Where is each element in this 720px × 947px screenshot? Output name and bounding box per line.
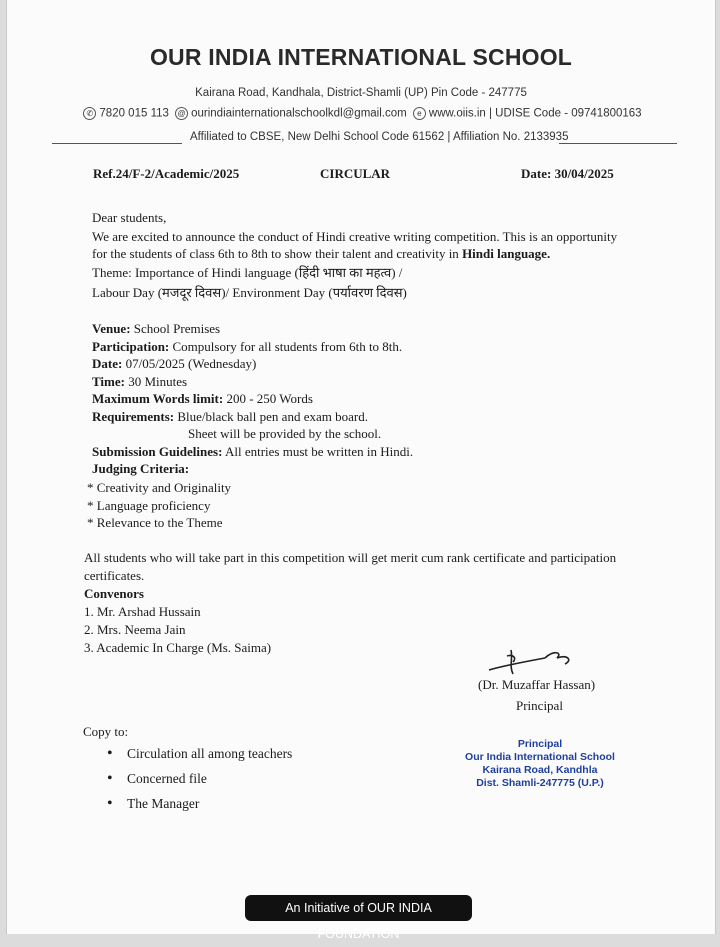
web-icon: e xyxy=(413,107,426,120)
email-address: ourindiainternationalschoolkdl@gmail.com xyxy=(191,107,407,120)
intro-line-1: We are excited to announce the conduct of Hindi creative writing competition. This is an opportunity xyxy=(92,229,618,244)
detail-time: Time: 30 Minutes xyxy=(92,373,188,389)
closing-line-2: certificates. xyxy=(84,568,145,583)
principal-signature xyxy=(483,644,583,678)
copy-to-list xyxy=(107,746,292,821)
detail-requirements: Requirements: Blue/black ball pen and exam board. xyxy=(92,408,368,424)
criteria-item: * Relevance to the Theme xyxy=(87,515,223,530)
reference-number: Ref.24/F-2/Academic/2025 xyxy=(93,166,240,181)
convenors-title: Convenors xyxy=(84,586,144,601)
affiliation-line: Affiliated to CBSE, New Delhi School Code 61562 | Affiliation No. 2133935 xyxy=(190,131,569,143)
theme-line-2: Labour Day (मजदूर दिवस)/ Environment Day (पर्यावरण दिवस) xyxy=(92,285,407,300)
detail-submission: Submission Guidelines: All entries must be written in Hindi. xyxy=(92,443,414,459)
convenors-list xyxy=(84,603,271,657)
circular-title: CIRCULAR xyxy=(320,166,391,181)
criteria-item: * Creativity and Originality xyxy=(87,480,232,495)
copy-to-title: Copy to: xyxy=(83,724,129,739)
convenor-item: 2. Mrs. Neema Jain xyxy=(84,622,186,637)
intro-text: for the students of class 6th to 8th to show their talent and creativity in xyxy=(92,246,459,261)
closing-line-1: All students who will take part in this competition will get merit cum rank certificate and participation xyxy=(84,550,617,565)
copy-to-item: • Circulation all among teachers xyxy=(107,746,292,771)
criteria-list xyxy=(87,479,231,532)
circular-page xyxy=(6,0,716,941)
detail-participation: Participation: Compulsory for all students from 6th to 8th. xyxy=(92,338,403,354)
copy-to-item: • The Manager xyxy=(107,796,292,821)
convenor-item: 3. Academic In Charge (Ms. Saima) xyxy=(84,640,272,655)
header-rule-left xyxy=(52,143,182,144)
detail-venue: Venue: School Premises xyxy=(92,321,221,336)
principal-stamp: Principal Our India International School Kairana Road, Kandhla Dist. Shamli-247775 (U.P.) xyxy=(465,738,615,789)
convenor-item: 1. Mr. Arshad Hussain xyxy=(84,604,201,619)
criteria-item: * Language proficiency xyxy=(87,497,211,513)
details-block xyxy=(92,320,512,478)
website-udise: www.oiis.in | UDISE Code - 09741800163 xyxy=(428,107,642,120)
footer-banner: An Initiative of OUR INDIA FOUNDATION xyxy=(245,895,472,921)
header-rule-right xyxy=(559,143,677,144)
copy-to-item: • Concerned file xyxy=(107,771,292,796)
detail-word-limit: Maximum Words limit: 200 - 250 Words xyxy=(92,391,313,406)
theme-line-1: Theme: Importance of Hindi language (हिंदी भाषा का महत्व) / xyxy=(92,265,403,280)
school-address: Kairana Road, Kandhala, District-Shamli (UP) Pin Code - 247775 xyxy=(195,87,527,99)
intro-highlight: Hindi language. xyxy=(462,246,551,261)
salutation: Dear students, xyxy=(92,210,167,225)
detail-requirements-cont: Sheet will be provided by the school. xyxy=(188,426,382,441)
phone-icon: ✆ xyxy=(83,107,96,120)
circular-date: Date: 30/04/2025 xyxy=(521,166,614,181)
phone-number: 7820 015 113 xyxy=(99,107,169,120)
detail-judging-title: Judging Criteria: xyxy=(92,461,190,476)
signatory-name: (Dr. Muzaffar Hassan) xyxy=(478,677,596,692)
school-name: OUR INDIA INTERNATIONAL SCHOOL xyxy=(149,44,573,70)
signatory-designation: Principal xyxy=(516,698,563,713)
intro-line-2 xyxy=(92,245,550,263)
detail-date: Date: 07/05/2025 (Wednesday) xyxy=(92,356,257,371)
contact-line xyxy=(7,107,715,120)
email-icon: @ xyxy=(175,107,188,120)
